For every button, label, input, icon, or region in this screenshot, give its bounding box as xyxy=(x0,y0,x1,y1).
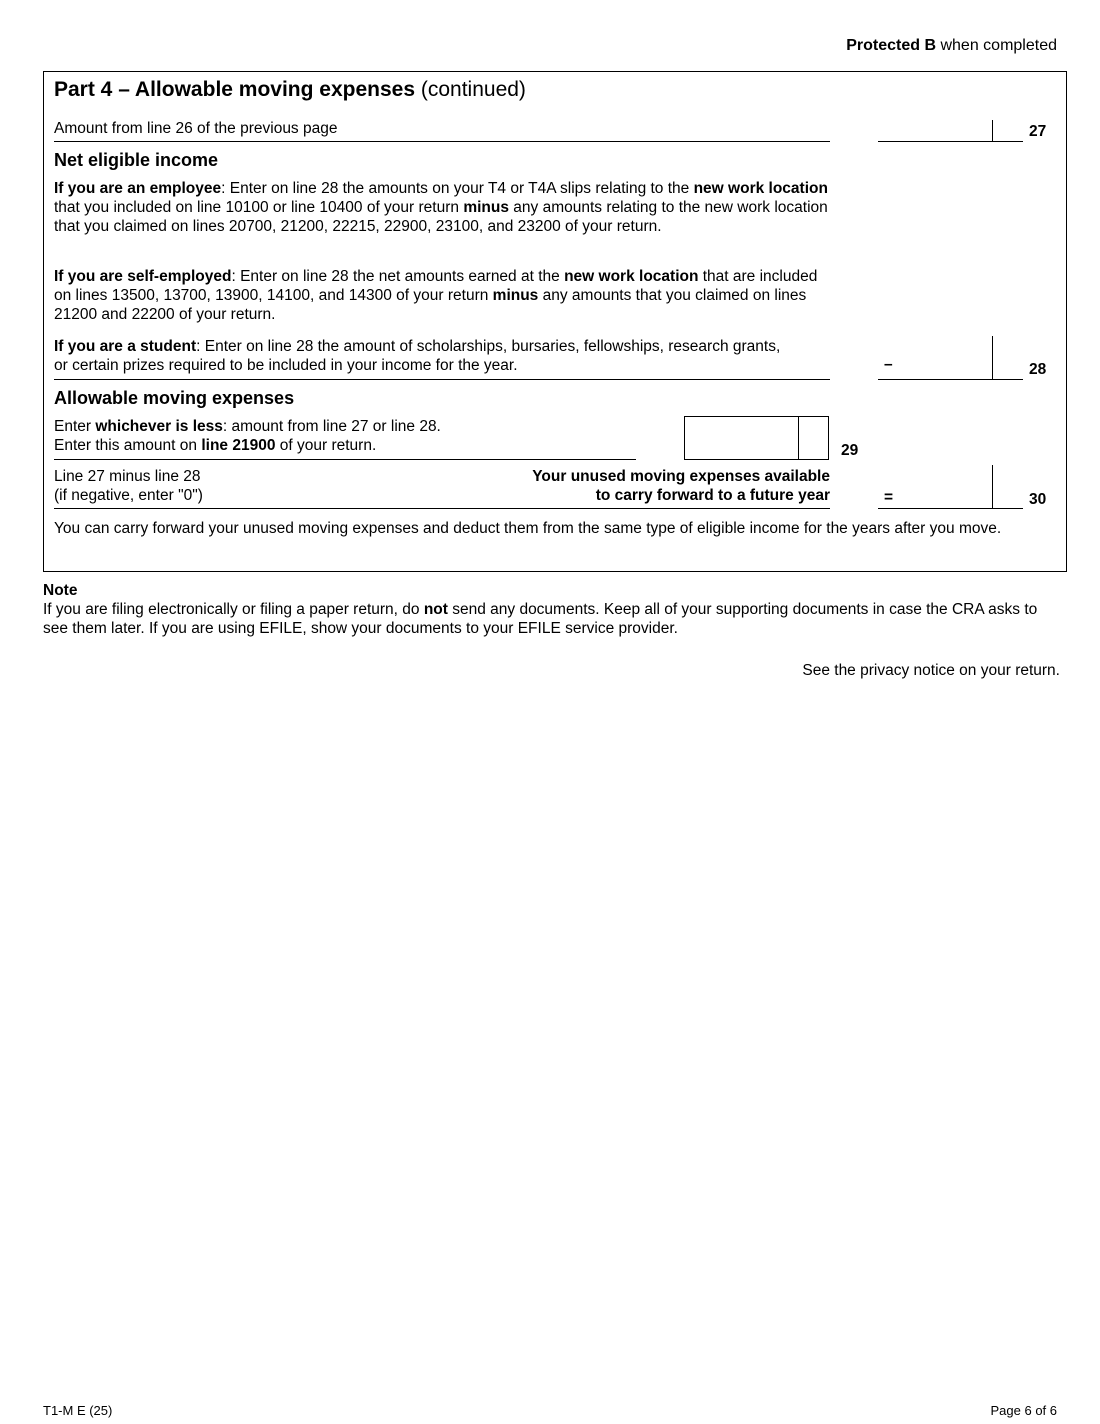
line27-entry-underline[interactable] xyxy=(878,141,1023,142)
line30-description-2: to carry forward to a future year xyxy=(595,487,830,504)
privacy-notice: See the privacy notice on your return. xyxy=(802,662,1060,679)
line27-number: 27 xyxy=(1029,123,1047,140)
line30-label-1: Line 27 minus line 28 xyxy=(54,468,201,485)
employee-instructions: If you are an employee: Enter on line 28 the amounts on your T4 or T4A slips relating to the new work location that you included on line 10100 or line 10400 of your return minus any amounts relating to the new work location that you claimed on lines 20700, 21200, 22215, 22900, 23100, and 23200 of your return. xyxy=(54,180,828,235)
line30-number: 30 xyxy=(1029,491,1047,508)
line28-entry-underline[interactable] xyxy=(878,379,1023,380)
carry-forward-text: You can carry forward your unused moving expenses and deduct them from the same type of eligible income for the years after you move. xyxy=(54,520,1002,537)
note-text: If you are filing electronically or filing a paper return, do not send any documents. Keep all of your supporting documents in case the CRA asks to see them later. If you are using EFILE, show your documents to your EFILE service provider. xyxy=(43,601,1038,637)
part4-title: Part 4 – Allowable moving expenses (continued) xyxy=(54,78,526,101)
note-heading: Note xyxy=(43,582,78,599)
protected-b-notice: Protected B when completed xyxy=(846,37,1057,54)
self-employed-instructions: If you are self-employed: Enter on line 28 the net amounts earned at the new work location that are included on lines 13500, 13700, 13900, 14100, and 14300 of your return minus any amounts that you claimed on lines 21200 and 22200 of your return. xyxy=(54,268,818,323)
form-identifier: T1-M E (25) xyxy=(43,1403,113,1418)
line29-number: 29 xyxy=(841,442,859,459)
student-instructions: If you are a student: Enter on line 28 the amount of scholarships, bursaries, fellowships, research grants, or certain prizes required to be included in your income for the year. xyxy=(54,338,781,374)
line28-number: 28 xyxy=(1029,361,1047,378)
line27-cents-divider xyxy=(992,120,993,141)
line27-label: Amount from line 26 of the previous page xyxy=(54,120,338,137)
net-eligible-income-heading: Net eligible income xyxy=(54,150,219,170)
line30-description-1: Your unused moving expenses available xyxy=(532,468,830,485)
line30-cents-divider xyxy=(992,465,993,508)
line29-instruction-2: Enter this amount on line 21900 of your return. xyxy=(54,437,377,454)
line29-amount-box[interactable] xyxy=(684,416,829,460)
allowable-moving-expenses-heading: Allowable moving expenses xyxy=(54,388,295,408)
line28-cents-divider xyxy=(992,336,993,379)
line30-rule xyxy=(54,508,830,509)
line27-rule xyxy=(54,141,830,142)
line28-minus-operator: – xyxy=(884,356,893,373)
line29-instruction-1: Enter whichever is less: amount from line 27 or line 28. xyxy=(54,418,441,435)
line30-equals-operator: = xyxy=(884,489,894,506)
line29-cents-divider xyxy=(798,417,799,459)
line28-rule xyxy=(54,379,830,380)
line30-entry-underline[interactable] xyxy=(878,508,1023,509)
page-number: Page 6 of 6 xyxy=(990,1403,1057,1418)
line29-rule xyxy=(54,459,636,460)
line30-label-2: (if negative, enter "0") xyxy=(54,487,203,504)
